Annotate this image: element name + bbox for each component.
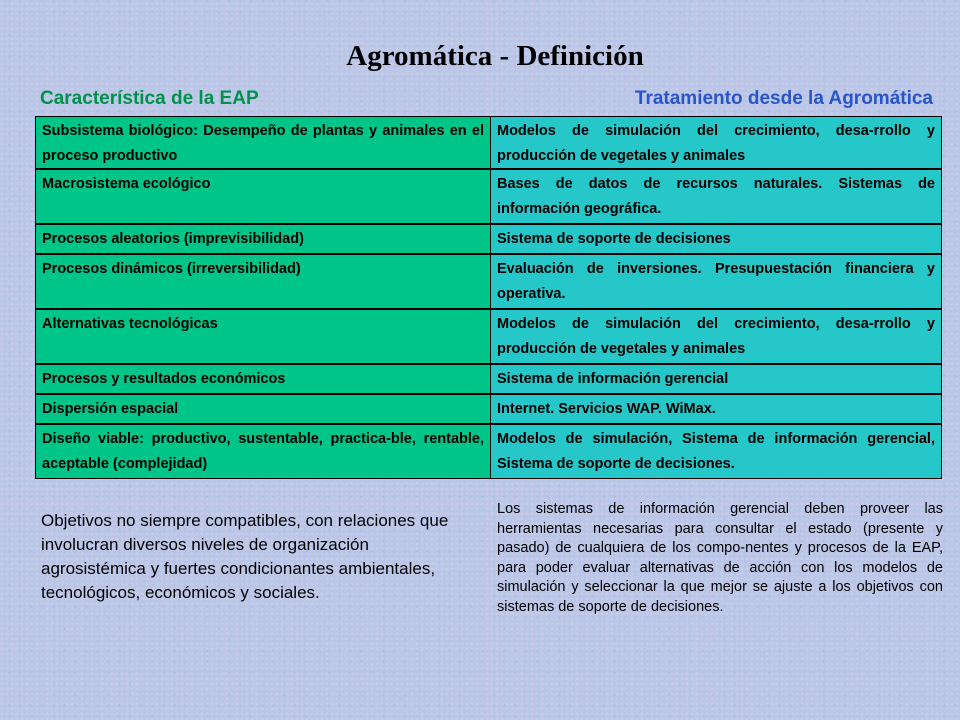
characteristic-cell: Procesos dinámicos (irreversibilidad): [35, 254, 491, 309]
table-row: [35, 169, 942, 224]
left-column-header: Característica de la EAP: [40, 88, 259, 109]
table-row: [35, 254, 942, 309]
table-row: [35, 394, 942, 424]
characteristic-cell: Alternativas tecnológicas: [35, 309, 491, 364]
right-column-header: Tratamiento desde la Agromática: [634, 88, 933, 109]
treatment-cell: Sistema de información gerencial: [491, 364, 942, 394]
characteristic-cell: Macrosistema ecológico: [35, 169, 491, 224]
table-row: [35, 116, 942, 169]
characteristic-cell: Procesos y resultados económicos: [35, 364, 491, 394]
characteristic-cell: Subsistema biológico: Desempeño de plantas y animales en el proceso productivo: [35, 116, 491, 169]
table-row: [35, 309, 942, 364]
objectives-note: Objetivos no siempre compatibles, con relaciones que involucran diversos niveles de organización agrosistémica y fuertes condicionantes ambientales, tecnológicos, económicos y sociales.: [41, 511, 449, 602]
table-row: [35, 424, 942, 479]
treatment-cell: Internet. Servicios WAP. WiMax.: [491, 394, 942, 424]
treatment-cell: Modelos de simulación, Sistema de información gerencial, Sistema de soporte de decisiones.: [491, 424, 942, 479]
treatment-cell: Bases de datos de recursos naturales. Sistemas de información geográfica.: [491, 169, 942, 224]
table-row: [35, 224, 942, 254]
characteristic-cell: Dispersión espacial: [35, 394, 491, 424]
table-row: [35, 364, 942, 394]
information-systems-note: Los sistemas de información gerencial deben proveer las herramientas necesarias para consultar el estado (presente y pasado) de cualquiera de los compo-nentes y procesos de la EAP, para poder evaluar alternativas de acción con los modelos de simulación y seleccionar la que mejor se ajuste a los objetivos con sistemas de soporte de decisiones.: [497, 501, 943, 615]
slide-title: Agromática - Definición: [346, 40, 644, 72]
treatment-cell: Evaluación de inversiones. Presupuestación financiera y operativa.: [491, 254, 942, 309]
characteristic-cell: Diseño viable: productivo, sustentable, practica-ble, rentable, aceptable (complejidad): [35, 424, 491, 479]
treatment-cell: Modelos de simulación del crecimiento, desa-rrollo y producción de vegetales y animales: [491, 116, 942, 169]
treatment-cell: Modelos de simulación del crecimiento, desa-rrollo y producción de vegetales y animales: [491, 309, 942, 364]
treatment-cell: Sistema de soporte de decisiones: [491, 224, 942, 254]
characteristic-cell: Procesos aleatorios (imprevisibilidad): [35, 224, 491, 254]
